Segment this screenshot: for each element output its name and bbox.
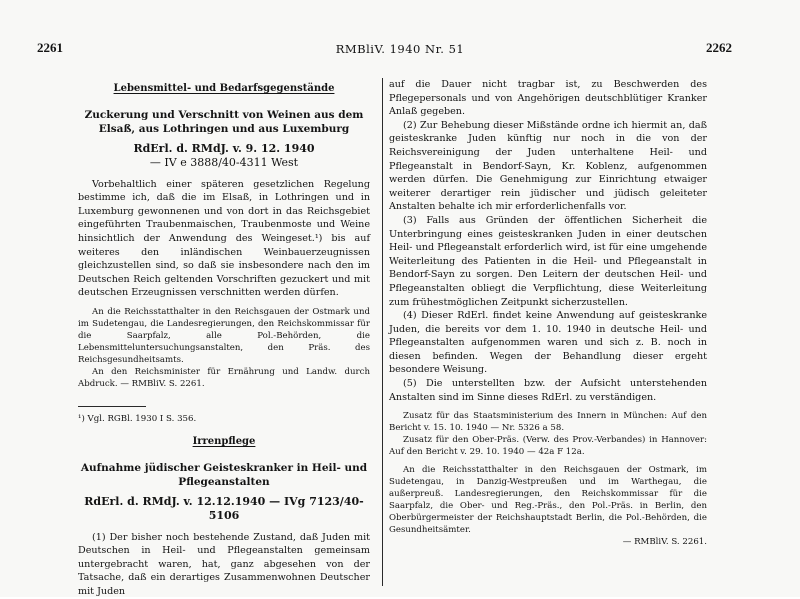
footnote-rule <box>78 406 146 407</box>
column-divider <box>382 78 383 586</box>
decree-title-asylum: Aufnahme jüdischer Geisteskranker in Heil- und Pflegeanstalten <box>80 461 368 488</box>
distribution-note-wine: An die Reichsstatthalter in den Reichsgauen der Ostmark und im Sudetengau, die Landesregierungen, den Reichskommissar für die Saarpfalz, alle Pol.-Behörden, die Lebensmitteluntersuchungsanstalten, den Präs. des Reichsgesundheitsamts. <box>78 306 370 365</box>
running-title: RMBliV. 1940 Nr. 51 <box>335 42 465 56</box>
paragraph-wine-main: Vorbehaltlich einer späteren gesetzlichen Regelung bestimme ich, daß die im Elsaß, in Lothringen und in Luxemburg gewonnenen und von dort in das Reichsgebiet eingeführten Traubenmaischen, Traubenmoste und Weine hinsichtlich der Anwendung des Weingeset.¹) bis auf weiteres den inländischen Weinbauerzeugnissen gleichzustellen sind, so daß sie insbesondere nach den im Deutschen Reich geltenden Vorschriften gezuckert und mit deutschen Erzeugnissen verschnitten werden dürfen. <box>78 178 370 299</box>
paragraph-asylum-3: (3) Falls aus Gründen der öffentlichen Sicherheit die Unterbringung eines geisteskranken Juden in einer deutschen Heil- und Pflegeanstalt erforderlich wird, ist für eine umgehende Weiterleitung des Patienten in die Heil- und Pflegeanstalt in Bendorf-Sayn zu sorgen. Den Leitern der deutschen Heil- und Pflegeanstalten obliegt die Verpflichtung, diese Weiterleitung zum frühestmöglichen Zeitpunkt sicherzustellen. <box>389 214 707 308</box>
addendum-hannover: Zusatz für den Ober-Präs. (Verw. des Prov.-Verbandes) in Hannover: Auf den Bericht v. 29. 10. 1940 — 42a F 12a. <box>389 435 707 458</box>
section-heading-food: Lebensmittel- und Bedarfsgegenstände <box>113 83 335 94</box>
page-number-left: 2261 <box>37 40 63 55</box>
addendum-munich: Zusatz für das Staatsministerium des Innern in München: Auf den Bericht v. 15. 10. 1940 — Nr. 5326 a 58. <box>389 411 707 434</box>
paragraph-asylum-4: (4) Dieser RdErl. findet keine Anwendung auf geisteskranke Juden, die bereits vor dem 1. 10. 1940 in deutsche Heil- und Pflegeanstalten aufgenommen waren und sich z. B. noch in diesen befinden. Wegen der Behandlung dieser ergeht besondere Weisung. <box>389 310 707 376</box>
copy-note-wine <box>78 366 370 390</box>
decree-reference-wine-number: — IV e 3888/40-4311 West <box>149 155 299 169</box>
section-heading-asylum: Irrenpflege <box>192 435 256 447</box>
paragraph-asylum-2: (2) Zur Behebung dieser Mißstände ordne ich hiermit an, daß geisteskranke Juden künftig nur noch in die von der Reichsvereinigung der Juden unterhaltene Heil- und Pflegeanstalt in Bendorf-Sayn, Kr. Koblenz, aufgenommen werden dürfen. Die Genehmigung zur Einrichtung etwaiger weiterer derartiger rein jüdischer und jüdisch geleiteter Anstalten behalte ich mir erforderlichenfalls vor. <box>389 119 707 213</box>
signature-ref-wine: — RMBliV. S. 2261. <box>120 378 205 389</box>
paragraph-asylum-1-cont: auf die Dauer nicht tragbar ist, zu Beschwerden des Pflegepersonals und von Angehörigen deutschblütiger Kranker Anlaß gegeben. <box>389 79 707 118</box>
signature-ref-asylum: — RMBliV. S. 2261. <box>622 537 707 548</box>
distribution-note-asylum: An die Reichsstatthalter in den Reichsgauen der Ostmark, im Sudetengau, in Danzig-Westpreußen und im Warthegau, die außerpreuß. Landesregierungen, den Reichskommissar für die Saarpfalz, die Ober- und Reg.-Präs., den Pol.-Präs. in Berlin, den Oberbürgermeister der Reichshauptstadt Berlin, die Pol.-Behörden, die Gesundheitsämter. <box>389 465 707 536</box>
footnote: ¹) Vgl. RGBl. 1930 I S. 356. <box>78 413 197 424</box>
decree-reference-wine <box>78 142 370 170</box>
copy-note-text: An den Reichsminister für Ernährung und Landw. durch Abdruck. <box>78 366 370 389</box>
decree-reference-wine-line: RdErl. d. RMdJ. v. 9. 12. 1940 <box>133 141 315 155</box>
page-number-right: 2262 <box>706 40 732 55</box>
decree-title-wine: Zuckerung und Verschnitt von Weinen aus dem Elsaß, aus Lothringen und aus Luxemburg <box>84 108 364 135</box>
paragraph-asylum-5: (5) Die unterstellten bzw. der Aufsicht unterstehenden Anstalten sind im Sinne dieses RdErl. zu verständigen. <box>389 378 707 403</box>
decree-reference-asylum: RdErl. d. RMdJ. v. 12.12.1940 — IVg 7123/40-5106 <box>84 494 364 522</box>
left-column <box>78 82 370 599</box>
right-column <box>389 78 707 548</box>
paragraph-asylum-1: (1) Der bisher noch bestehende Zustand, daß Juden mit Deutschen in Heil- und Pflegeanstalten gemeinsam untergebracht waren, hat, ganz abgesehen von der Tatsache, daß ein derartiges Zusammenwohnen Deutscher mit Juden <box>78 531 370 597</box>
